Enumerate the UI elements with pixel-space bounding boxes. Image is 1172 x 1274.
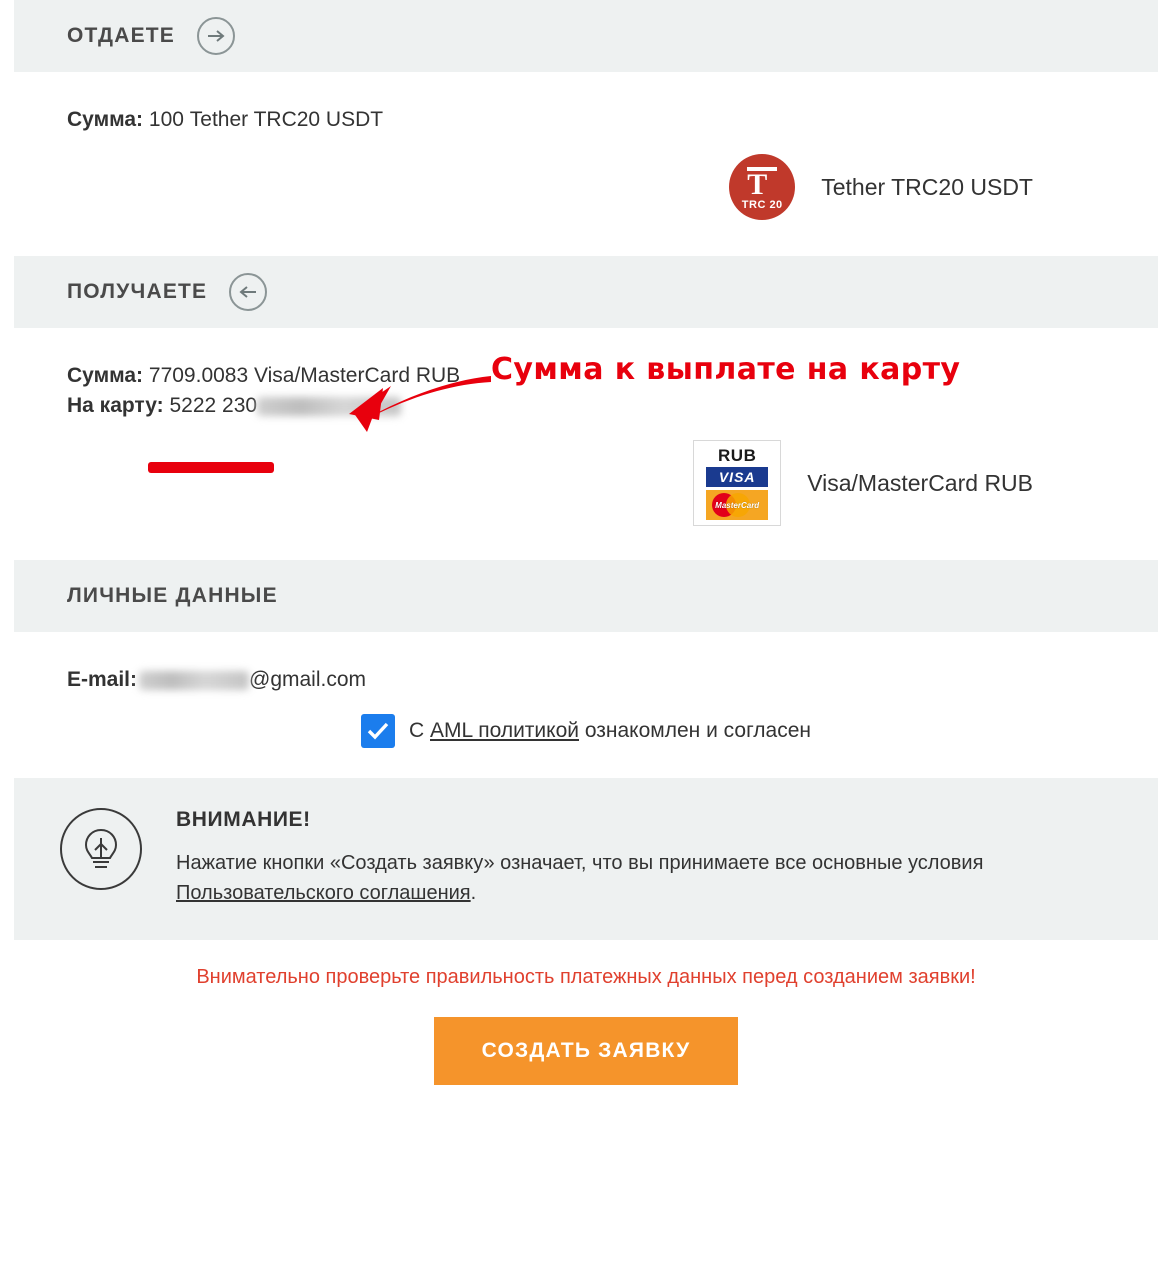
email-value: @gmail.com <box>249 668 367 691</box>
user-agreement-link[interactable]: Пользовательского соглашения <box>176 882 471 904</box>
give-currency-row <box>67 154 1105 220</box>
aml-prefix: С <box>409 719 430 742</box>
section-header-personal <box>14 560 1158 632</box>
aml-policy-link[interactable]: AML политикой <box>430 719 579 742</box>
give-currency-name: Tether TRC20 USDT <box>821 173 1033 200</box>
receive-currency-row <box>67 440 1105 526</box>
receive-card-row <box>67 388 1105 418</box>
arrow-left-circle-icon <box>229 273 267 311</box>
attention-text-part2: . <box>470 882 477 904</box>
mastercard-logo-icon <box>706 490 768 520</box>
email-label: E-mail: <box>67 668 138 691</box>
visa-mastercard-logo-icon <box>693 440 781 526</box>
arrow-right-circle-icon <box>197 17 235 55</box>
aml-agreement-row[interactable] <box>67 692 1105 748</box>
tether-logo-icon <box>729 154 795 220</box>
section-header-give <box>14 0 1158 72</box>
annotation-label: Сумма к выплате на карту <box>491 352 961 387</box>
mastercard-text: MasterCard <box>715 500 760 510</box>
give-amount-label: Сумма: <box>67 108 144 131</box>
aml-suffix: ознакомлен и согласен <box>579 719 811 742</box>
attention-body <box>176 848 1112 908</box>
receive-amount-value: 7709.0083 Visa/MasterCard RUB <box>148 364 461 387</box>
email-row <box>67 632 1105 692</box>
aml-agreement-text <box>409 719 811 743</box>
section-title-give: ОТДАЕТЕ <box>67 24 176 47</box>
submit-area <box>14 989 1158 1085</box>
attention-title: ВНИМАНИЕ! <box>176 808 311 831</box>
annotation-underline <box>148 462 274 473</box>
receive-card-value: 5222 230 <box>169 394 258 417</box>
give-amount-value: 100 Tether TRC20 USDT <box>148 108 384 131</box>
attention-box <box>14 778 1158 940</box>
attention-text-part1: Нажатие кнопки «Создать заявку» означает, что вы принимаете все основные условия <box>176 852 984 874</box>
give-body <box>14 72 1158 220</box>
receive-card-label: На карту: <box>67 394 164 417</box>
aml-checkbox[interactable] <box>361 714 395 748</box>
visa-logo-icon: VISA <box>706 467 768 487</box>
create-order-button[interactable]: СОЗДАТЬ ЗАЯВКУ <box>434 1017 739 1085</box>
receive-amount-label: Сумма: <box>67 364 144 387</box>
payment-warning-text: Внимательно проверьте правильность платежных данных перед созданием заявки! <box>196 966 976 988</box>
section-header-receive <box>14 256 1158 328</box>
email-redaction <box>139 671 249 690</box>
annotation-arrow-icon <box>333 370 493 440</box>
give-amount-row <box>67 72 1105 132</box>
section-title-receive: ПОЛУЧАЕТЕ <box>67 280 208 303</box>
tether-sub: TRC 20 <box>741 199 783 211</box>
receive-currency-name: Visa/MasterCard RUB <box>807 469 1033 496</box>
tether-letter: T <box>747 167 777 197</box>
section-title-personal: ЛИЧНЫЕ ДАННЫЕ <box>67 584 278 607</box>
lightbulb-icon <box>60 808 142 890</box>
rub-label: RUB <box>718 446 757 465</box>
personal-body <box>14 632 1158 748</box>
